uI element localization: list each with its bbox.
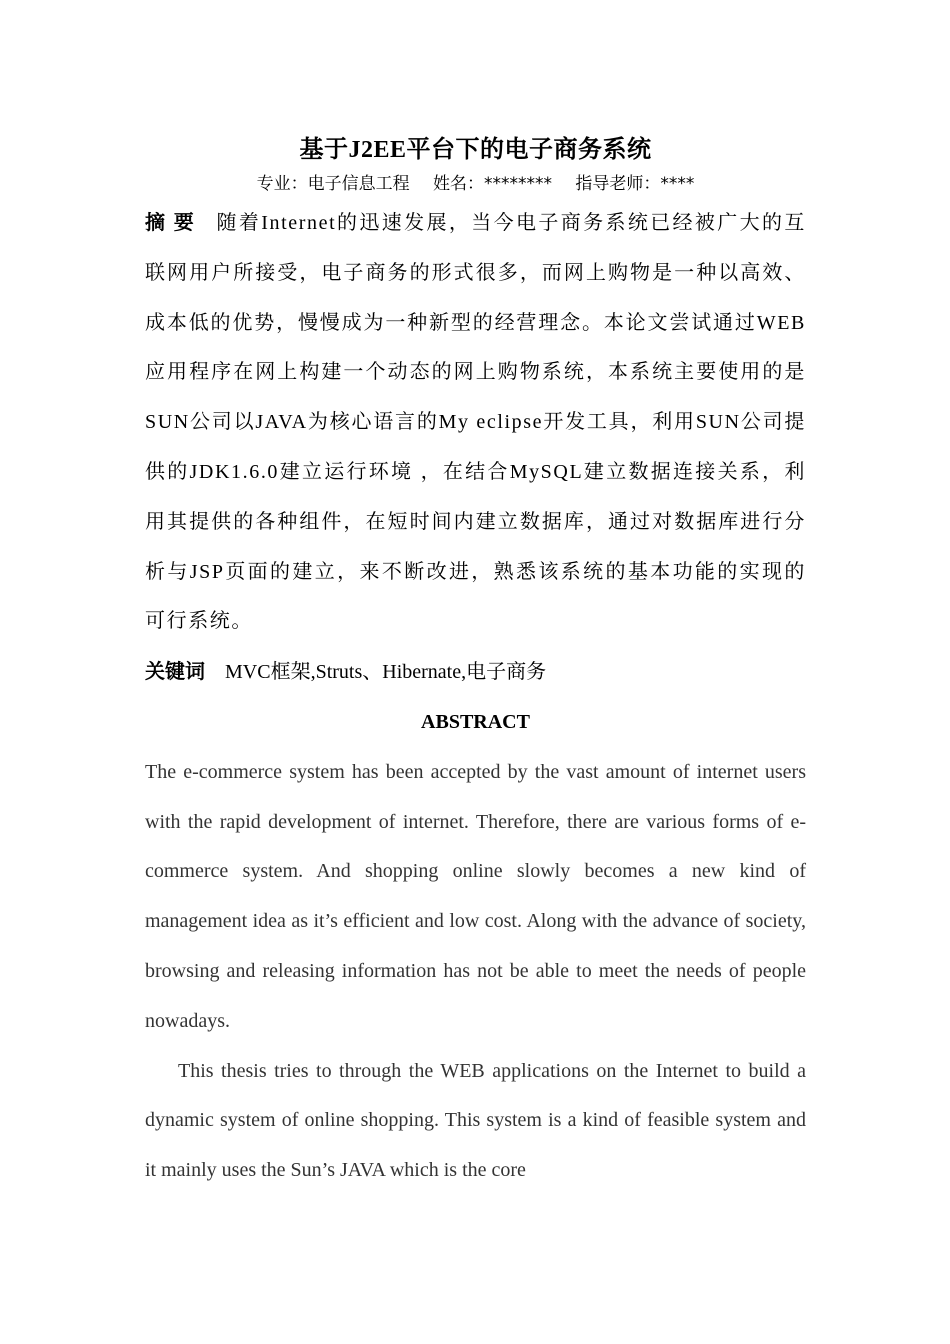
keywords-text: MVC框架,Struts、Hibernate,电子商务 — [225, 661, 547, 684]
chinese-abstract — [145, 198, 806, 647]
english-abstract-paragraph-2: This thesis tries to through the WEB applications on the Internet to build a dynamic system of online shopping. This system is a kind of feasible system and it mainly uses the Sun’s JAVA which is the core — [145, 1059, 806, 1182]
paper-title: 基于J2EE平台下的电子商务系统 — [299, 137, 652, 163]
english-abstract-paragraph-1: The e-commerce system has been accepted by the vast amount of internet users with the rapid development of internet. Therefore, there are various forms of e-commerce system. And shopping online slowly becomes a new kind of management idea as it’s efficient and low cost. Along with the advance of society, browsing and releasing information has not be able to meet the needs of people nowadays. — [145, 760, 806, 1032]
chinese-abstract-text: 随着Internet的迅速发展，当今电子商务系统已经被广大的互联网用户所接受，电子商务的形式很多，而网上购物是一种以高效、成本低的优势，慢慢成为一种新型的经营理念。本论文尝试通过WEB应用程序在网上构建一个动态的网上购物系统，本系统主要使用的是SUN公司以JAVA为核心语言的My eclipse开发工具，利用SUN公司提供的JDK1.6.0建立运行环境 ，在结合MySQL建立数据连接关系，利用其提供的各种组件，在短时间内建立数据库，通过对数据库进行分析与JSP页面的建立，来不断改进，熟悉该系统的基本功能的实现的可行系统。 — [145, 212, 807, 633]
keywords-label: 关键词 — [145, 659, 205, 684]
abstract-heading: ABSTRACT — [421, 710, 530, 733]
paper-page — [145, 130, 806, 1196]
advisor-name: 指导老师：**** — [575, 174, 695, 194]
abstract-label: 摘要 — [145, 210, 203, 234]
major-field: 专业：电子信息工程 — [256, 174, 410, 194]
student-name: 姓名：******** — [433, 174, 552, 194]
author-info — [145, 170, 806, 198]
keywords — [145, 647, 806, 698]
